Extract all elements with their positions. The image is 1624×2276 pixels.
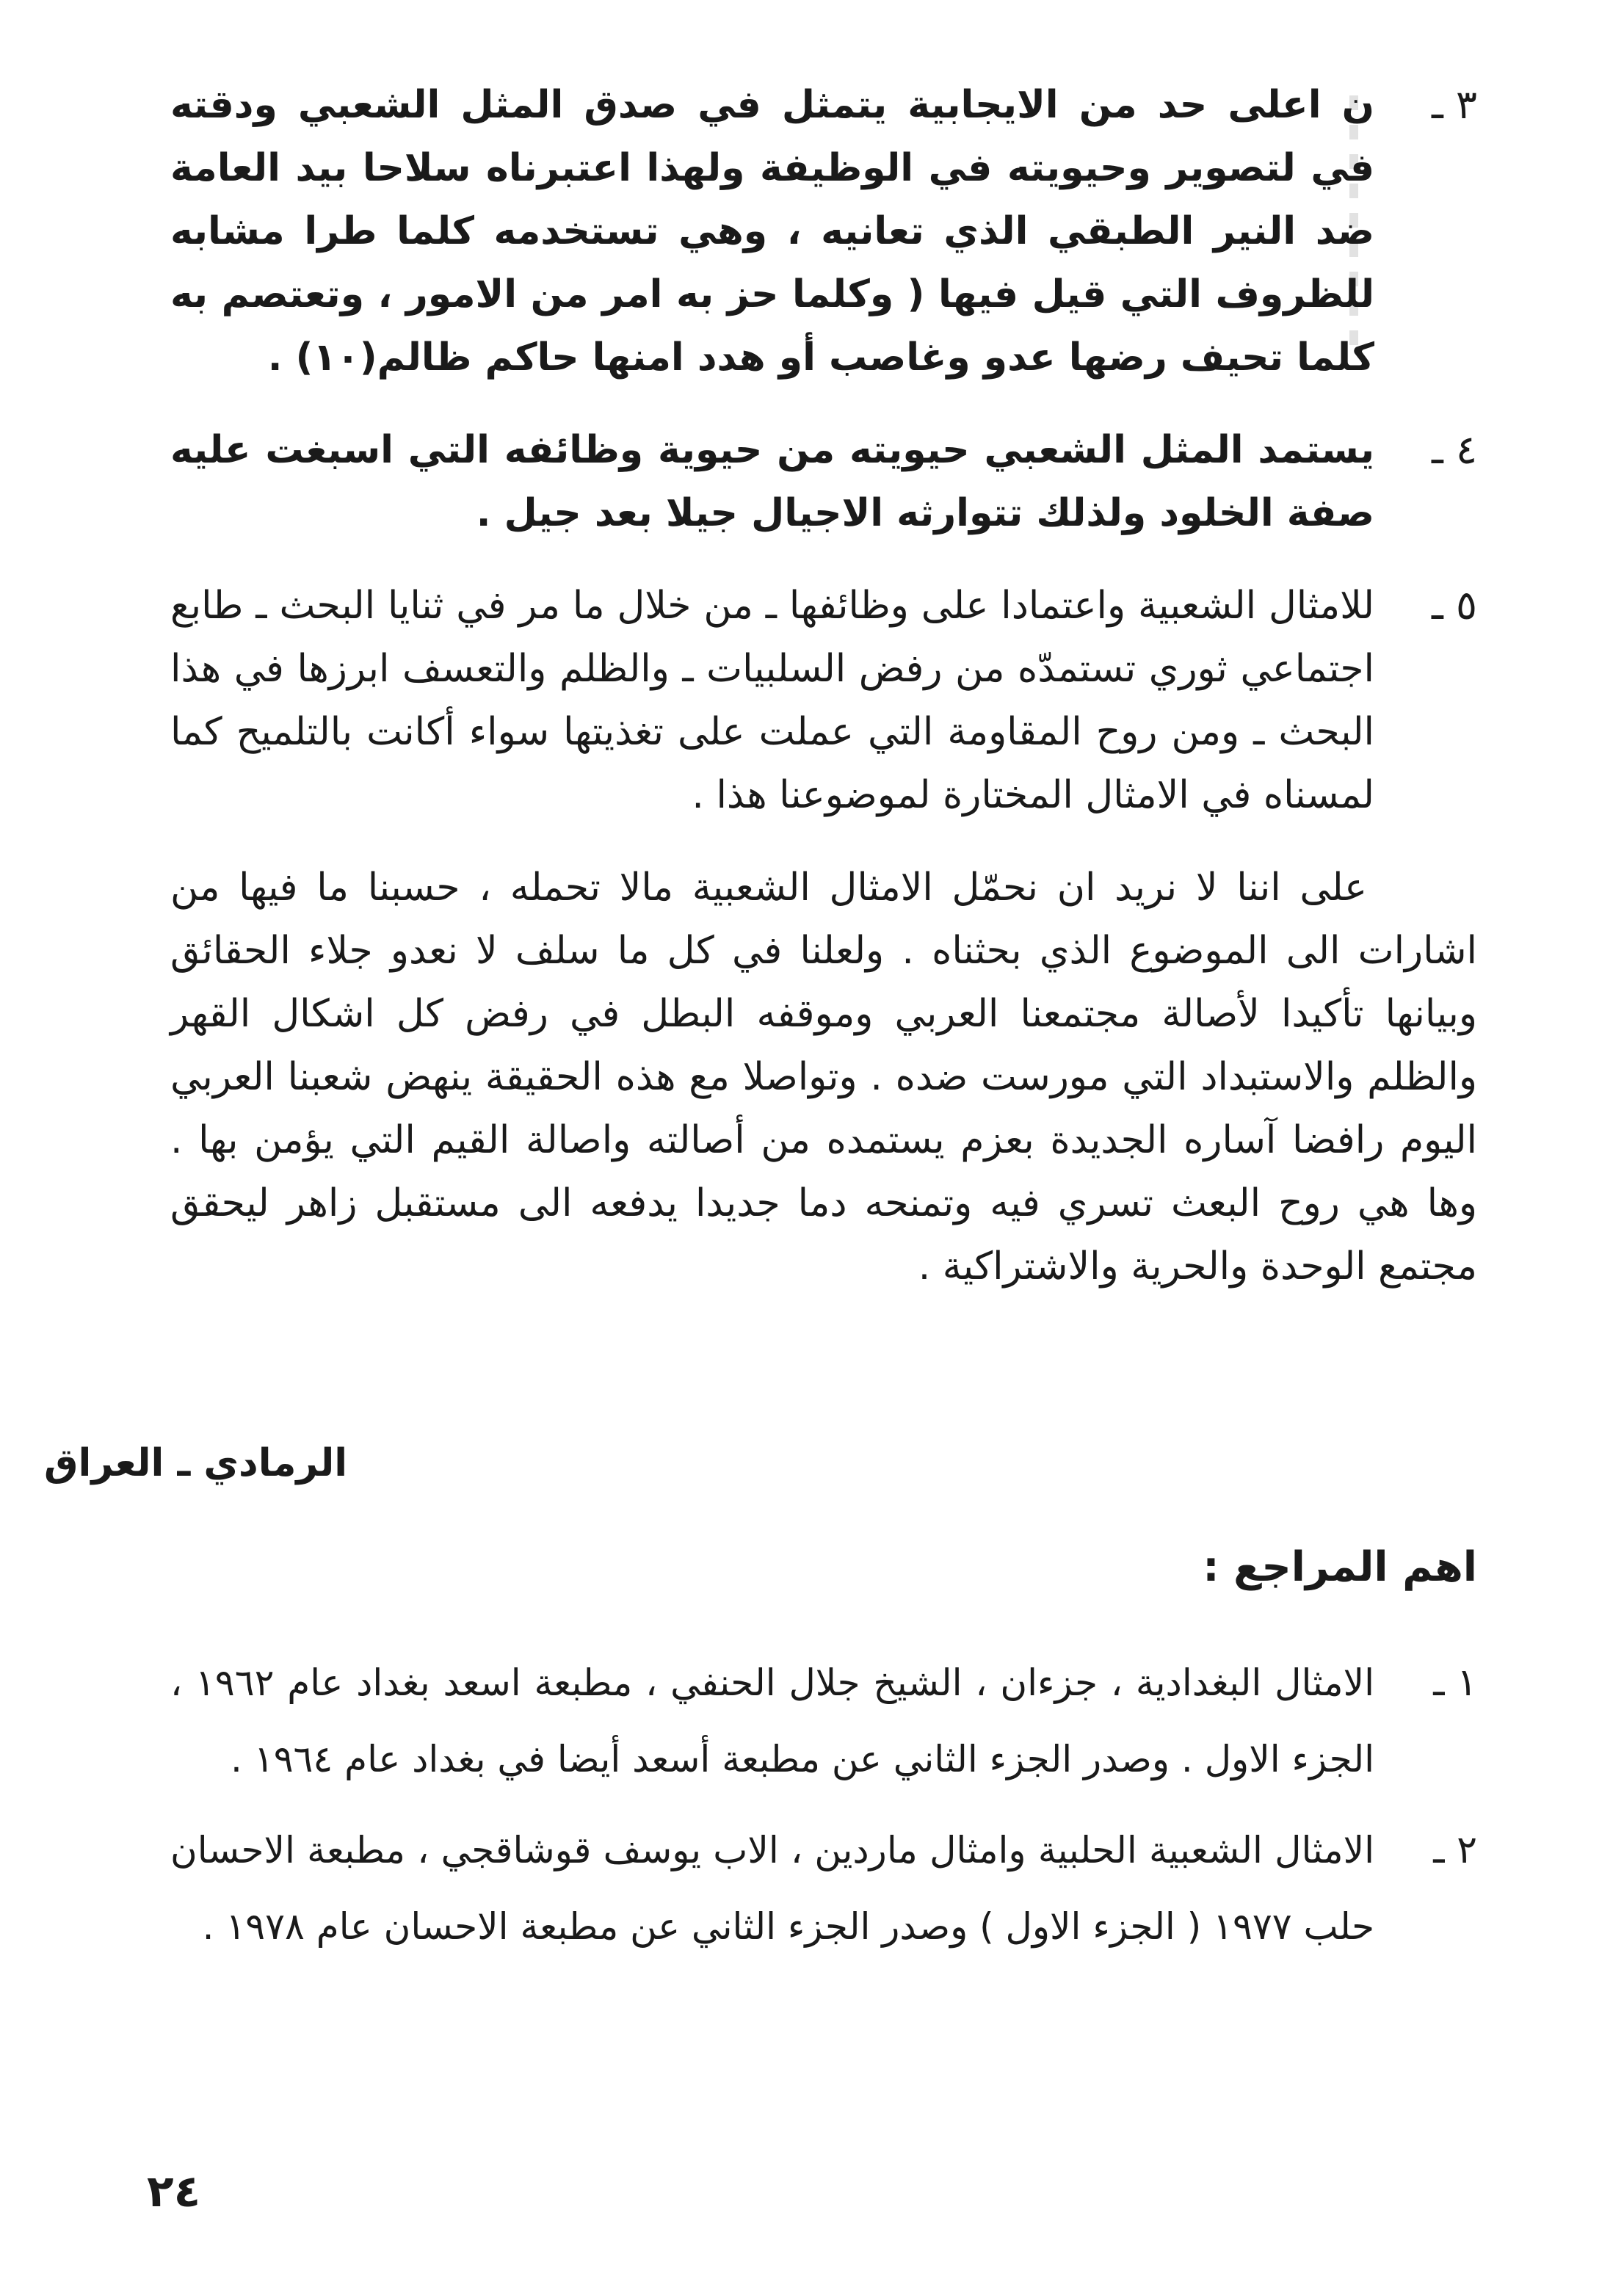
item-text: يستمد المثل الشعبي حيويته من حيوية وظائفه التي اسبغت عليه صفة الخلود ولذلك تتوارثه الاجيال جيلا بعد جيل . <box>170 428 1374 535</box>
reference-text: الامثال الشعبية الحلبية وامثال ماردين ، الاب يوسف قوشاقجي ، مطبعة الاحسان حلب ١٩٧٧ ( الجزء الاول ) وصدر الجزء الثاني عن مطبعة الاحسان عام ١٩٧٨ . <box>170 1829 1374 1948</box>
reference-item <box>170 1812 1477 1965</box>
item-number: ٤ ـ <box>1431 427 1477 473</box>
item-number: ٣ ـ <box>1431 81 1477 128</box>
page-number: ٢٤ <box>147 2166 201 2217</box>
references-section <box>170 0 1477 2276</box>
item-number: ٥ ـ <box>1431 582 1477 628</box>
item-text: للامثال الشعبية واعتمادا على وظائفها ـ من خلال ما مر في ثنايا البحث ـ طابع اجتماعي ثوري تستمدّه من رفض السلبيات ـ والظلم والتعسف ابرزها في هذا البحث ـ ومن روح المقاومة التي عملت على تغذيتها سواء أكانت بالتلميح كما لمسناه في الامثال المختارة لموضوعنا هذا . <box>170 584 1374 817</box>
reference-item <box>170 1645 1477 1797</box>
author-location: الرمادي ـ العراق <box>44 1441 348 1485</box>
reference-number: ١ ـ <box>1433 1661 1477 1705</box>
reference-number: ٢ ـ <box>1433 1828 1477 1872</box>
references-list <box>170 1645 1477 1979</box>
item-text: ن اعلى حد من الايجابية يتمثل في صدق المثل الشعبي ودقته في لتصوير وحيويته في الوظيفة ولهذا اعتبرناه سلاحا بيد العامة ضد النير الطبقي الذي تعانيه ، وهي تستخدمه كلما طرا مشابه للظروف التي قيل فيها ( وكلما حز به امر من الامور ، وتعتصم به كلما تحيف رضها عدو وغاصب أو هدد امنها حاكم ظالم(١٠) . <box>170 83 1374 380</box>
conclusion-paragraph: على اننا لا نريد ان نحمّل الامثال الشعبية مالا تحمله ، حسبنا ما فيها من اشارات الى الموضوع الذي بحثناه . ولعلنا في كل ما سلف لا نعدو جلاء الحقائق وبيانها تأكيدا لأصالة مجتمعنا العربي وموقفه البطل في رفض كل اشكال القهر والظلم والاستبداد التي مورست ضده . وتواصلا مع هذه الحقيقة ينهض شعبنا العربي اليوم رافضا آساره الجديدة بعزم يستمده من أصالته واصالة القيم التي يؤمن بها . وها هي روح البعث تسري فيه وتمنحه دما جديدا يدفعه الى مستقبل زاهر ليحقق مجتمع الوحدة والحرية والاشتراكية . <box>170 866 1477 1289</box>
references-heading: اهم المراجع : <box>1203 1543 1477 1591</box>
reference-text: الامثال البغدادية ، جزءان ، الشيخ جلال الحنفي ، مطبعة اسعد بغداد عام ١٩٦٢ ، الجزء الاول . وصدر الجزء الثاني عن مطبعة أسعد أيضا في بغداد عام ١٩٦٤ . <box>170 1661 1374 1780</box>
